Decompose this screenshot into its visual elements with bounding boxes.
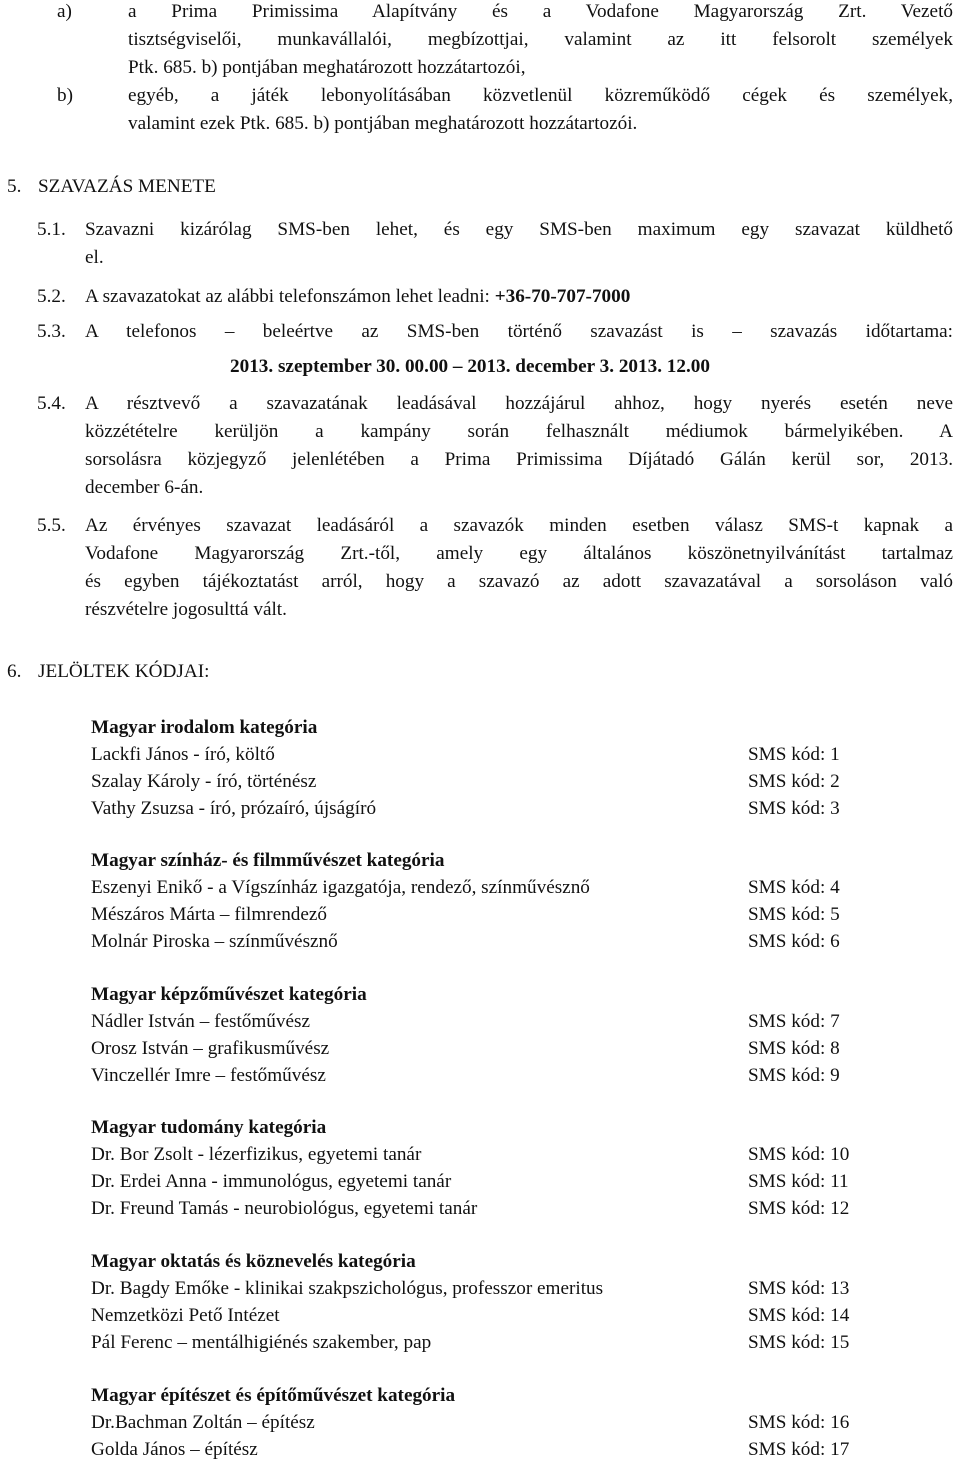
candidate-name: Lackfi János - író, költő [91,744,275,765]
candidate-name: Eszenyi Enikő - a Vígszínház igazgatója, rendező, színművésznő [91,877,590,898]
list-item-b-line-2: valamint ezek Ptk. 685. b) pontjában meghatározott hozzátartozói. [128,113,638,134]
sms-code: SMS kód: 5 [748,904,840,925]
candidate-name: Vathy Zsuzsa - író, prózaíró, újságíró [91,798,377,819]
list-label-b: b) [57,85,73,106]
sms-code: SMS kód: 17 [748,1439,850,1460]
paragraph-5-1-number: 5.1. [37,219,66,240]
list-item-b [128,82,953,138]
category-title: Magyar építészet és építőművészet kategória [91,1385,456,1406]
candidate-name: Vinczellér Imre – festőművész [91,1065,326,1086]
category-title: Magyar tudomány kategória [91,1117,327,1138]
sms-code: SMS kód: 10 [748,1144,850,1165]
paragraph-5-1-line-2: el. [85,247,104,268]
paragraph-5-1-line-1: Szavazni kizárólag SMS-ben lehet, és egy SMS-ben maximum egy szavazat küldhető [85,219,953,240]
sms-code: SMS kód: 14 [748,1305,850,1326]
candidate-name: Molnár Piroska – színművésznő [91,931,338,952]
candidate-name: Szalay Károly - író, történész [91,771,317,792]
candidate-name: Dr. Freund Tamás - neurobiológus, egyetemi tanár [91,1198,478,1219]
sms-code: SMS kód: 13 [748,1278,850,1299]
sms-code: SMS kód: 7 [748,1011,840,1032]
category-title: Magyar irodalom kategória [91,717,318,738]
candidate-name: Dr. Erdei Anna - immunológus, egyetemi tanár [91,1171,452,1192]
paragraph-5-4-line-3: sorsolásra közjegyző jelenlétében a Prima Primissima Díjátadó Gálán kerül sor, 2013. [85,449,953,470]
list-item-a-line-2: tisztségviselői, munkavállalói, megbízottjai, valamint az itt felsorolt személyek [128,29,953,50]
sms-code: SMS kód: 4 [748,877,840,898]
section-6-number: 6. [7,661,22,682]
paragraph-5-5 [85,512,953,624]
paragraph-5-2-number: 5.2. [37,286,66,307]
candidate-name: Dr.Bachman Zoltán – építész [91,1412,315,1433]
paragraph-5-5-line-4: részvételre jogosulttá vált. [85,599,287,620]
candidate-name: Pál Ferenc – mentálhigiénés szakember, pap [91,1332,432,1353]
list-item-a [128,0,953,82]
list-item-a-line-3: Ptk. 685. b) pontjában meghatározott hozzátartozói, [128,57,526,78]
paragraph-5-2 [85,283,630,311]
category-title: Magyar képzőművészet kategória [91,984,367,1005]
sms-code: SMS kód: 6 [748,931,840,952]
paragraph-5-4 [85,390,953,502]
candidate-name: Nemzetközi Pető Intézet [91,1305,280,1326]
paragraph-5-4-line-1: A résztvevő a szavazatának leadásával hozzájárul ahhoz, hogy nyerés esetén neve [85,393,953,414]
candidate-name: Nádler István – festőművész [91,1011,310,1032]
paragraph-5-4-number: 5.4. [37,393,66,414]
candidate-name: Golda János – építész [91,1439,258,1460]
paragraph-5-4-line-4: december 6-án. [85,477,204,498]
sms-code: SMS kód: 11 [748,1171,849,1192]
paragraph-5-3-number: 5.3. [37,321,66,342]
paragraph-5-5-line-2: Vodafone Magyarország Zrt.-től, amely egy általános köszönetnyilvánítást tartalmaz [85,543,953,564]
sms-code: SMS kód: 16 [748,1412,850,1433]
sms-code: SMS kód: 8 [748,1038,840,1059]
sms-code: SMS kód: 2 [748,771,840,792]
paragraph-5-5-line-3: és egyben tájékoztatást arról, hogy a szavazó az adott szavazatával a sorsoláson való [85,571,953,592]
category-title: Magyar színház- és filmművészet kategória [91,850,445,871]
paragraph-5-5-number: 5.5. [37,515,66,536]
sms-code: SMS kód: 3 [748,798,840,819]
list-label-a: a) [57,1,72,22]
paragraph-5-4-line-2: közzétételre kerüljön a kampány során felhasznált médiumok bármelyikében. A [85,421,953,442]
sms-code: SMS kód: 12 [748,1198,850,1219]
paragraph-5-1 [85,216,953,272]
candidate-name: Orosz István – grafikusművész [91,1038,330,1059]
section-5-number: 5. [7,176,22,197]
sms-code: SMS kód: 15 [748,1332,850,1353]
candidate-name: Dr. Bor Zsolt - lézerfizikus, egyetemi tanár [91,1144,422,1165]
candidate-name: Dr. Bagdy Emőke - klinikai szakpszichológus, professzor emeritus [91,1278,604,1299]
list-item-b-line-1: egyéb, a játék lebonyolításában közvetlenül közreműködő cégek és személyek, [128,85,953,106]
paragraph-5-5-line-1: Az érvényes szavazat leadásáról a szavazók minden esetben válasz SMS-t kapnak a [85,515,953,536]
voting-period: 2013. szeptember 30. 00.00 – 2013. december 3. 2013. 12.00 [230,356,710,377]
phone-number: +36-70-707-7000 [494,286,631,307]
candidate-name: Mészáros Márta – filmrendező [91,904,328,925]
sms-code: SMS kód: 9 [748,1065,840,1086]
paragraph-5-3-text: A telefonos – beleértve az SMS-ben történő szavazást is – szavazás időtartama: [85,321,953,342]
section-6-title: JELÖLTEK KÓDJAI: [38,661,210,682]
section-5-title: SZAVAZÁS MENETE [38,176,216,197]
paragraph-5-2-text: A szavazatokat az alábbi telefonszámon lehet leadni: [85,286,495,307]
list-item-a-line-1: a Prima Primissima Alapítvány és a Vodafone Magyarország Zrt. Vezető [128,1,953,22]
sms-code: SMS kód: 1 [748,744,840,765]
category-title: Magyar oktatás és köznevelés kategória [91,1251,416,1272]
